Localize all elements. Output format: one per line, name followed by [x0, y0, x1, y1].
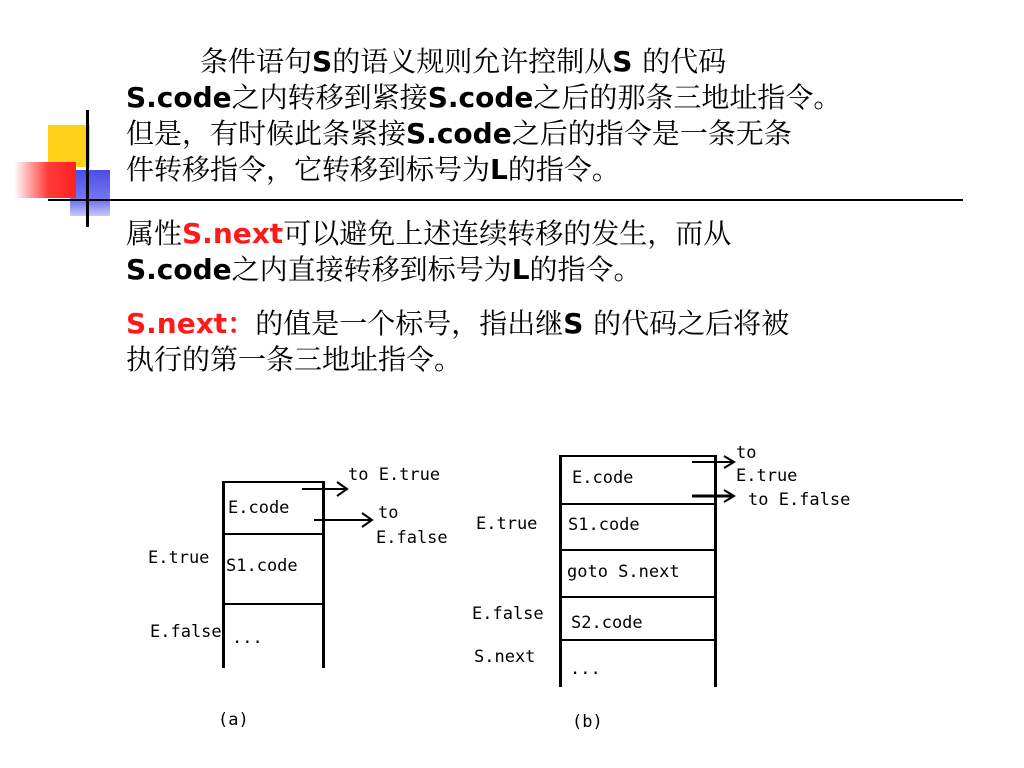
diagram-a-left-border — [222, 481, 225, 668]
paragraph-3 — [126, 306, 976, 378]
diagram-b-cell: goto S.next — [567, 562, 680, 582]
diagram-b-arrow-label: to E.false — [748, 490, 851, 510]
diagram-a-caption: (a) — [218, 710, 249, 730]
text-bold: S — [312, 45, 333, 78]
diagram-a-arrow-label: to — [378, 503, 399, 523]
diagram-b-divider — [559, 639, 717, 641]
text: 之后的指令是一条无条 — [511, 117, 792, 150]
text: 执行的第一条三地址指令。 — [126, 343, 463, 376]
text: 属性 — [126, 217, 183, 250]
diagram-a-cell: ... — [232, 628, 263, 648]
decor-vertical-rule — [86, 110, 89, 227]
text-bold: S — [563, 307, 594, 340]
text-red: S.next — [126, 307, 228, 340]
diagram-a-cell: E.code — [228, 498, 290, 518]
diagram-b-label: S.next — [474, 647, 536, 667]
diagram-b-arrow-label: E.true — [736, 466, 798, 486]
diagram-a-label: E.false — [150, 622, 222, 642]
text: 但是，有时候此条紧接 — [126, 117, 407, 150]
text-bold: S.code — [126, 81, 232, 114]
text: 件转移指令，它转移到标号为 — [126, 153, 491, 186]
diagram-b-label: E.false — [472, 604, 544, 624]
decor-yellow-square — [48, 125, 90, 167]
text: 之内转移到紧接 — [231, 81, 428, 114]
text-bold: S.code — [427, 81, 534, 114]
diagram-b-caption: (b) — [572, 712, 603, 732]
text: 的代码 — [642, 45, 727, 78]
diagram-b-arrow-label: to — [736, 443, 757, 463]
text: 的值是一个标号，指出继 — [255, 307, 564, 340]
diagram-a-label: E.true — [148, 548, 210, 568]
decor-horizontal-rule — [48, 199, 963, 201]
diagram-a-cell: S1.code — [226, 556, 298, 576]
diagram-b-divider — [559, 549, 717, 551]
diagram-a-divider — [222, 533, 325, 535]
text-bold: L — [490, 153, 508, 186]
diagram-a-arrow-label: to E.true — [348, 465, 441, 485]
text: 之内直接转移到标号为 — [231, 253, 512, 286]
diagram-b-left-border — [559, 455, 562, 687]
text-bold: S — [612, 45, 643, 78]
text: 的语义规则允许控制从 — [332, 45, 613, 78]
decor-red-square — [14, 162, 76, 198]
text: 条件语句 — [200, 45, 313, 78]
paragraph-2 — [126, 216, 976, 288]
text: 之后的那条三地址指令。 — [533, 81, 842, 114]
text-red: S.next — [182, 217, 284, 250]
text: 可以避免上述连续转移的发生，而从 — [283, 217, 732, 250]
text: 的指令。 — [507, 153, 620, 186]
diagram-b-divider — [559, 596, 717, 598]
text-bold: S.code — [406, 117, 512, 150]
text: 的指令。 — [529, 253, 642, 286]
diagram-b-cell: ... — [570, 659, 601, 679]
diagram-b-cell: S2.code — [571, 613, 643, 633]
diagram-a-arrow-label: E.false — [376, 528, 448, 548]
diagram-a-divider — [222, 603, 325, 605]
text: 的代码之后将被 — [593, 307, 790, 340]
decor-blue-square — [70, 170, 110, 216]
diagram-b-cell: S1.code — [568, 515, 640, 535]
text-bold: L — [511, 253, 530, 286]
text-bold: S.code — [126, 253, 232, 286]
diagram-b-cell: E.code — [572, 468, 634, 488]
paragraph-1 — [126, 44, 976, 188]
text-red: ： — [227, 307, 256, 340]
diagram-b-label: E.true — [476, 514, 538, 534]
